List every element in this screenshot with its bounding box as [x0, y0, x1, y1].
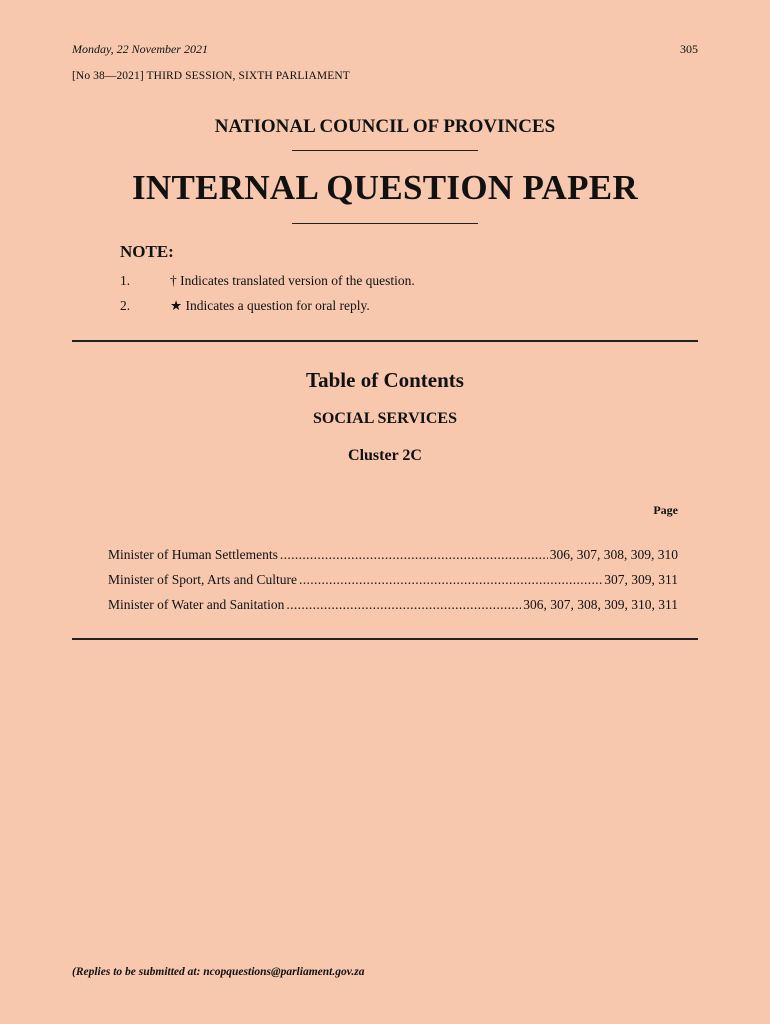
toc-entry-label: Minister of Water and Sanitation — [108, 597, 285, 612]
toc-leader-dots — [280, 547, 548, 563]
toc-page-label: Page — [653, 503, 678, 517]
divider-short-bottom — [292, 223, 478, 224]
toc-entry[interactable] — [108, 547, 678, 563]
toc-entry[interactable] — [108, 597, 678, 613]
toc-cluster: Cluster 2C — [348, 447, 422, 464]
note-item-number: 2. — [120, 298, 131, 313]
divider-thick-bottom — [72, 638, 698, 640]
toc-entry-pages: 307, 309, 311 — [604, 572, 678, 587]
divider-short-top — [292, 150, 478, 151]
toc-entry-pages: 306, 307, 308, 309, 310 — [549, 547, 678, 562]
toc-leader-dots — [286, 597, 521, 613]
toc-entry[interactable] — [108, 572, 678, 588]
toc-entry-label: Minister of Human Settlements — [108, 547, 278, 562]
note-item-number: 1. — [120, 273, 131, 288]
footer-note: (Replies to be submitted at: ncopquestions@parliament.gov.za — [72, 966, 365, 978]
session-line: [No 38—2021] THIRD SESSION, SIXTH PARLIAMENT — [72, 70, 350, 82]
toc-section: SOCIAL SERVICES — [313, 410, 457, 427]
toc-entry-pages: 306, 307, 308, 309, 310, 311 — [523, 597, 678, 612]
document-date: Monday, 22 November 2021 — [72, 42, 208, 56]
note-heading: NOTE: — [120, 242, 174, 261]
council-name: NATIONAL COUNCIL OF PROVINCES — [214, 116, 556, 137]
toc-leader-dots — [299, 572, 602, 588]
note-item-text: ★ Indicates a question for oral reply. — [170, 298, 370, 313]
note-item-text: † Indicates translated version of the question. — [170, 273, 415, 288]
note-item — [120, 273, 415, 289]
toc-entry-label: Minister of Sport, Arts and Culture — [108, 572, 297, 587]
divider-thick-top — [72, 340, 698, 342]
note-item — [120, 298, 370, 314]
page-title: INTERNAL QUESTION PAPER — [131, 168, 639, 207]
page-number: 305 — [680, 42, 698, 56]
toc-title: Table of Contents — [306, 368, 464, 392]
